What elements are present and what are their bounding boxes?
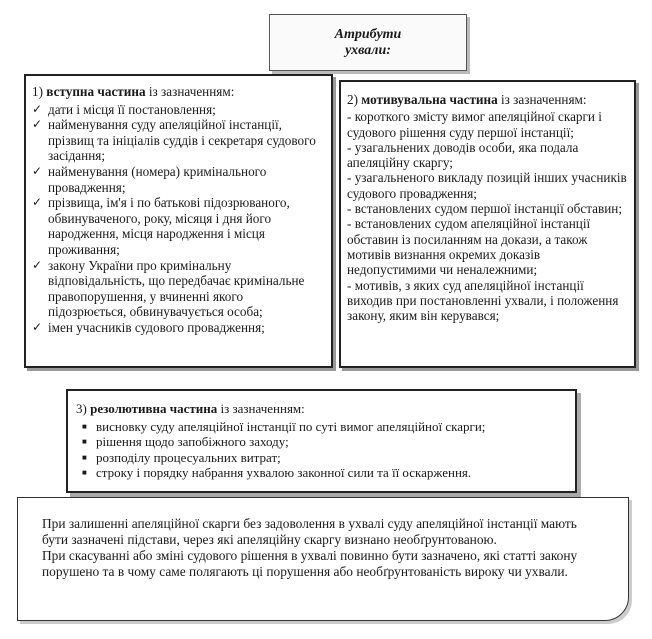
motivation-part-list — [347, 109, 628, 323]
checkmark-icon: ✓ — [32, 163, 43, 178]
resolution-part-box — [66, 389, 577, 493]
intro-part-box — [24, 74, 333, 368]
title-line-2: ухвали: — [345, 42, 391, 58]
checkmark-icon: ✓ — [32, 101, 43, 116]
square-bullet-icon: ■ — [82, 468, 87, 478]
motivation-part-box — [339, 80, 636, 368]
list-item: ✓ найменування суду апеляційної інстанції, прізвищ та ініціалів суддів і секретаря судового засідання; — [32, 117, 316, 164]
checkmark-icon: ✓ — [32, 195, 43, 210]
list-item: ✓ дати і місця її постановлення; — [32, 101, 216, 117]
list-item: ✓ найменування (номера) кримінального провадження; — [32, 163, 267, 195]
checkmark-icon: ✓ — [32, 117, 43, 132]
intro-part-list — [32, 102, 323, 336]
list-item: ■ рішення щодо запобіжного заходу; — [82, 434, 289, 450]
resolution-part-list — [76, 419, 567, 481]
intro-part-title: вступна частина — [46, 84, 146, 99]
title-line-1: Атрибути — [334, 26, 402, 42]
checkmark-icon: ✓ — [32, 319, 43, 334]
list-item: ■ висновку суду апеляційної інстанції по суті вимог апеляційної скарги; — [82, 418, 486, 434]
motivation-part-number: 2) — [347, 92, 358, 107]
title-box — [269, 14, 467, 71]
list-item: - встановлених судом апеляційної інстанції обставин із посиланням на докази, а також мотивів визнання окремих доказів недопустимими чи неналежними; — [347, 216, 591, 278]
list-item: ■ розподілу процесуальних витрат; — [82, 449, 281, 465]
list-item: - мотивів, з яких суд апеляційної інстанції виходив при постановленні ухвали, і положення закону, яким він керувався; — [347, 277, 619, 324]
motivation-part-subtitle: із зазначенням: — [501, 92, 587, 107]
square-bullet-icon: ■ — [82, 437, 87, 447]
intro-part-heading — [32, 84, 323, 100]
list-item: - узагальнених доводів особи, яка подала апеляційну скаргу; — [347, 139, 579, 171]
list-item: ✓ імен учасників судового провадження; — [32, 319, 265, 335]
list-item: ✓ закону України про кримінальну відповідальність, що передбачає кримінальне правопорушення, у вчиненні якого підозрюється, обвинувачується особа; — [32, 257, 305, 320]
resolution-part-number: 3) — [76, 401, 87, 416]
note-paragraph-2: При скасуванні або зміні судового рішення в ухвалі повинно бути зазначено, які статті закону порушено та в чому саме полягають ці порушення або необґрунтованість вироку чи ухвали. — [42, 548, 578, 579]
square-bullet-icon: ■ — [82, 452, 87, 462]
note-paragraph-1: При залишенні апеляційної скарги без задоволення в ухвалі суду апеляційної інстанції мають бути зазначені підстави, через які апеляційну скаргу визнано необґрунтованою. — [42, 516, 577, 547]
resolution-part-title: резолютивна частина — [90, 401, 218, 416]
square-bullet-icon: ■ — [82, 421, 87, 431]
list-item: - узагальненого викладу позицій інших учасників судового провадження; — [347, 170, 627, 201]
motivation-part-heading — [347, 92, 628, 107]
list-item: - встановлених судом першої інстанції обставин; — [347, 201, 622, 217]
motivation-part-title: мотивувальна частина — [361, 92, 498, 107]
resolution-part-subtitle: із зазначенням: — [220, 401, 305, 416]
resolution-part-heading — [76, 401, 567, 417]
note-box — [17, 497, 629, 621]
list-item: - короткого змісту вимог апеляційної скарги і судового рішення суду першої інстанції; — [347, 109, 602, 140]
checkmark-icon: ✓ — [32, 257, 43, 272]
list-item: ■ строку і порядку набрання ухвалою законної сили та її оскарження. — [82, 465, 472, 481]
intro-part-subtitle: із зазначенням: — [148, 84, 235, 99]
list-item: ✓ прізвища, ім'я і по батькові підозрюваного, обвинуваченого, року, місяця і дня його народження, місця народження і місця проживання; — [32, 195, 290, 257]
intro-part-number: 1) — [32, 84, 43, 99]
